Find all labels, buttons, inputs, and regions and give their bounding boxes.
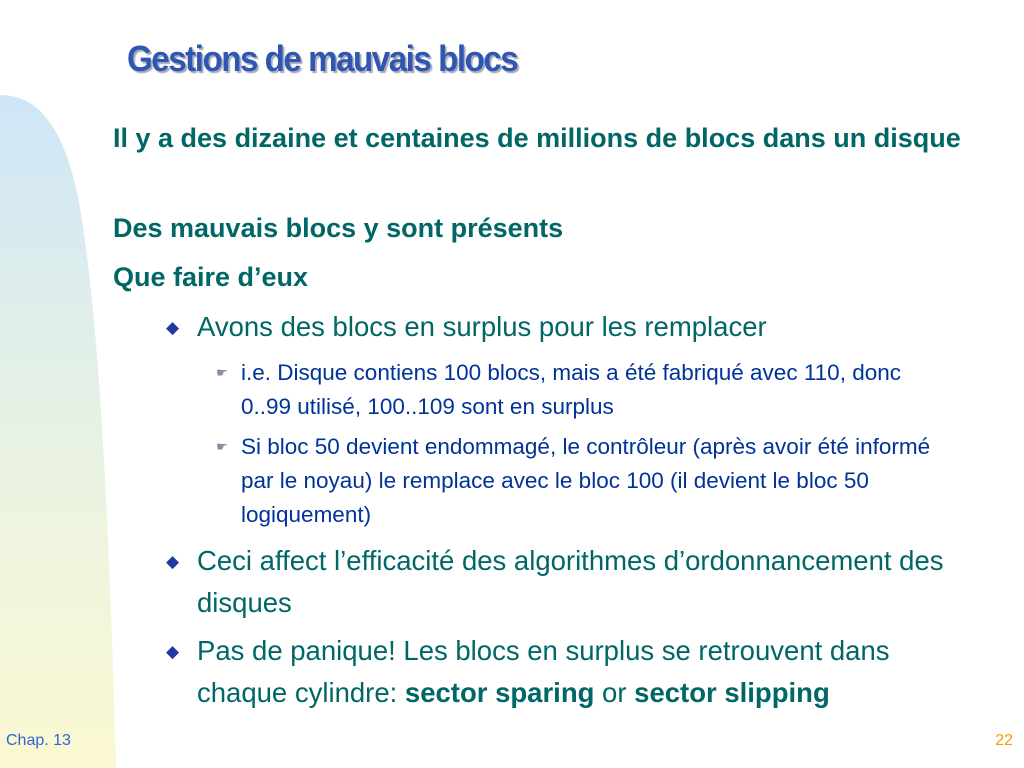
bullet-level1-mauvais-blocs: Des mauvais blocs y sont présents [113, 213, 564, 243]
term-sector-slipping: sector slipping [634, 677, 830, 708]
bullet-level1-millions-blocs: Il y a des dizaine et centaines de millions de blocs dans un disque [113, 123, 961, 153]
diamond-icon: ◆ [166, 318, 180, 337]
diamond-icon: ◆ [166, 642, 180, 661]
bullet-level3-exemple [216, 356, 951, 424]
diamond-icon: ◆ [166, 552, 180, 571]
bullet-level2-pas-de-panique [166, 630, 977, 713]
pointing-hand-icon: ☛ [216, 439, 228, 454]
bullet-level2-text: Ceci affect l’efficacité des algorithmes d’ordonnancement des disques [197, 545, 944, 618]
term-sector-sparing: sector sparing [404, 677, 595, 708]
bullet-level3-bloc-50 [216, 430, 951, 532]
bullet-level2-text-prefix: Pas de panique! Les blocs en surplus se retrouvent dans chaque cylindre: [197, 635, 890, 708]
bullet-level2-efficacite [166, 540, 977, 623]
footer-page-number: 22 [995, 732, 1013, 749]
bullet-level2-text: Avons des blocs en surplus pour les remplacer [197, 311, 767, 342]
bullet-level3-text: i.e. Disque contiens 100 blocs, mais a été fabriqué avec 110, donc 0..99 utilisé, 100..109 sont en surplus [241, 360, 901, 419]
bullet-level1-que-faire: Que faire d’eux [113, 262, 309, 292]
bullet-level3-text: Si bloc 50 devient endommagé, le contrôleur (après avoir été informé par le noyau) le remplace avec le bloc 100 (il devient le bloc 50 logiquement) [241, 434, 931, 527]
conjunction-text: or [594, 677, 635, 708]
footer-chapter-label: Chap. 13 [6, 732, 71, 749]
slide-title: Gestions de mauvais blocs [127, 38, 518, 79]
bullet-level2-blocs-surplus [166, 306, 977, 348]
pointing-hand-icon: ☛ [216, 365, 228, 380]
